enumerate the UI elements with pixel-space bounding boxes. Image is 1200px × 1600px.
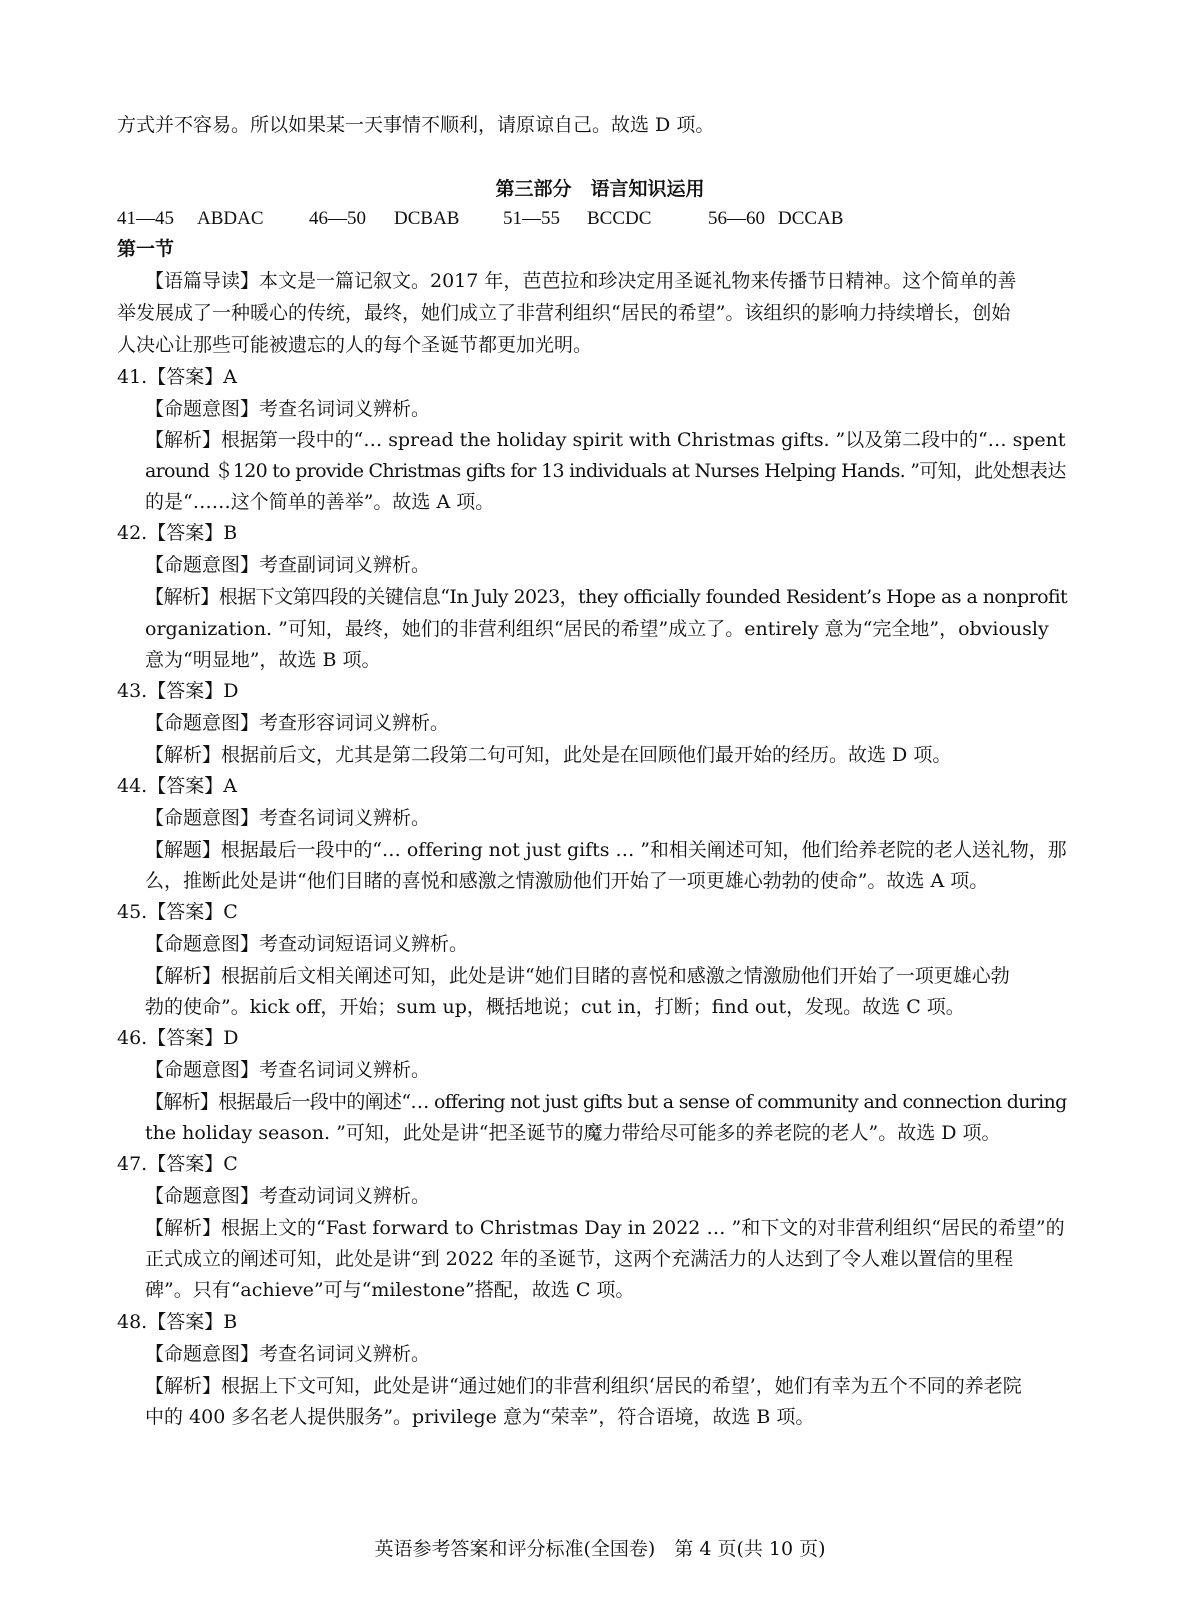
item-analysis-line: 正式成立的阐述可知，此处是讲“到 2022 年的圣诞节，这两个充满活力的人达到了令人难以置信的里程 — [145, 1248, 1014, 1270]
item-answer: 44.【答案】A — [117, 775, 237, 797]
item-intent: 【命题意图】考查名词词义辨析。 — [145, 398, 431, 420]
item-analysis-line: 勃的使命”。kick off，开始；sum up，概括地说；cut in，打断；find out，发现。故选 C 项。 — [145, 996, 965, 1018]
item-analysis-line: 【解析】根据下文第四段的关键信息“In July 2023，they officially founded Resident’s Hope as a nonprofit — [145, 586, 1068, 608]
item-answer: 43.【答案】D — [117, 680, 239, 702]
item-analysis-line: 【解析】根据第一段中的“… spread the holiday spirit with Christmas gifts. ”以及第二段中的“… spent — [145, 429, 1066, 451]
item-intent: 【命题意图】考查副词词义辨析。 — [145, 554, 431, 576]
item-analysis-line: 【解析】根据上文的“Fast forward to Christmas Day in 2022 … ”和下文的对非营利组织“居民的希望”的 — [145, 1217, 1065, 1239]
item-analysis-line: 的是“……这个简单的善举”。故选 A 项。 — [145, 491, 495, 513]
intro-tail-text: 方式并不容易。所以如果某一天事情不顺利，请原谅自己。故选 D 项。 — [117, 114, 715, 136]
item-intent: 【命题意图】考查动词词义辨析。 — [145, 1185, 431, 1207]
answer-range: 56—60 — [708, 208, 765, 229]
passage-guide-line: 举发展成了一种暖心的传统，最终，她们成立了非营利组织“居民的希望”。该组织的影响力持续增长，创始 — [117, 302, 1011, 324]
item-analysis-line: the holiday season. ”可知，此处是讲“把圣诞节的魔力带给尽可能多的养老院的老人”。故选 D 项。 — [145, 1122, 1001, 1144]
item-answer: 47.【答案】C — [117, 1153, 238, 1175]
item-analysis-line: 【解题】根据最后一段中的“… offering not just gifts … ”和相关阐述可知，他们给养老院的老人送礼物，那 — [145, 839, 1067, 861]
item-intent: 【命题意图】考查名词词义辨析。 — [145, 1343, 431, 1365]
item-analysis-line: 【解析】根据上下文可知，此处是讲“通过她们的非营利组织‘居民的希望’，她们有幸为五个不同的养老院 — [145, 1375, 1022, 1397]
item-analysis-line: 意为“明显地”，故选 B 项。 — [145, 649, 381, 671]
item-intent: 【命题意图】考查动词短语词义辨析。 — [145, 933, 469, 955]
answer-range: 46—50 — [309, 208, 366, 229]
answer-letters: DCCAB — [778, 208, 844, 229]
answer-range: 51—55 — [503, 208, 560, 229]
item-analysis-line: 【解析】根据最后一段中的阐述“… offering not just gifts but a sense of community and connection during — [145, 1091, 1067, 1113]
item-answer: 41.【答案】A — [117, 366, 237, 388]
item-intent: 【命题意图】考查名词词义辨析。 — [145, 1059, 431, 1081]
answer-letters: DCBAB — [394, 208, 460, 229]
item-analysis-line: 【解析】根据前后文相关阐述可知，此处是讲“她们目睹的喜悦和感激之情激励他们开始了一项更雄心勃 — [145, 965, 1010, 987]
item-analysis-line: 中的 400 多名老人提供服务”。privilege 意为“荣幸”，符合语境，故选 B 项。 — [145, 1406, 815, 1428]
item-answer: 45.【答案】C — [117, 901, 238, 923]
answer-letters: ABDAC — [197, 208, 264, 229]
item-analysis-line: organization. ”可知，最终，她们的非营利组织“居民的希望”成立了。entirely 意为“完全地”，obviously — [145, 618, 1049, 640]
item-intent: 【命题意图】考查名词词义辨析。 — [145, 807, 431, 829]
answer-range: 41—45 — [117, 208, 174, 229]
item-analysis-line: 么，推断此处是讲“他们目睹的喜悦和感激之情激励他们开始了一项更雄心勃勃的使命”。故选 A 项。 — [145, 870, 989, 892]
item-answer: 46.【答案】D — [117, 1027, 239, 1049]
item-analysis-line: 【解析】根据前后文，尤其是第二段第二句可知，此处是在回顾他们最开始的经历。故选 D 项。 — [145, 744, 952, 766]
part-title: 第三部分 语言知识运用 — [495, 178, 705, 200]
item-analysis-line: 碑”。只有“achieve”可与“milestone”搭配，故选 C 项。 — [145, 1279, 635, 1301]
item-answer: 48.【答案】B — [117, 1311, 238, 1333]
item-analysis-line: around ＄120 to provide Christmas gifts for 13 individuals at Nurses Helping Hands. ”可知，此处想表达 — [145, 460, 1066, 482]
page-footer: 英语参考答案和评分标准(全国卷) 第 4 页(共 10 页) — [374, 1538, 826, 1560]
section-title: 第一节 — [117, 238, 175, 260]
item-intent: 【命题意图】考查形容词词义辨析。 — [145, 712, 450, 734]
passage-guide-line: 【语篇导读】本文是一篇记叙文。2017 年，芭芭拉和珍决定用圣诞礼物来传播节日精神。这个简单的善 — [145, 270, 1017, 292]
passage-guide-line: 人决心让那些可能被遗忘的人的每个圣诞节都更加光明。 — [117, 334, 593, 356]
item-answer: 42.【答案】B — [117, 522, 238, 544]
answer-letters: BCCDC — [587, 208, 652, 229]
